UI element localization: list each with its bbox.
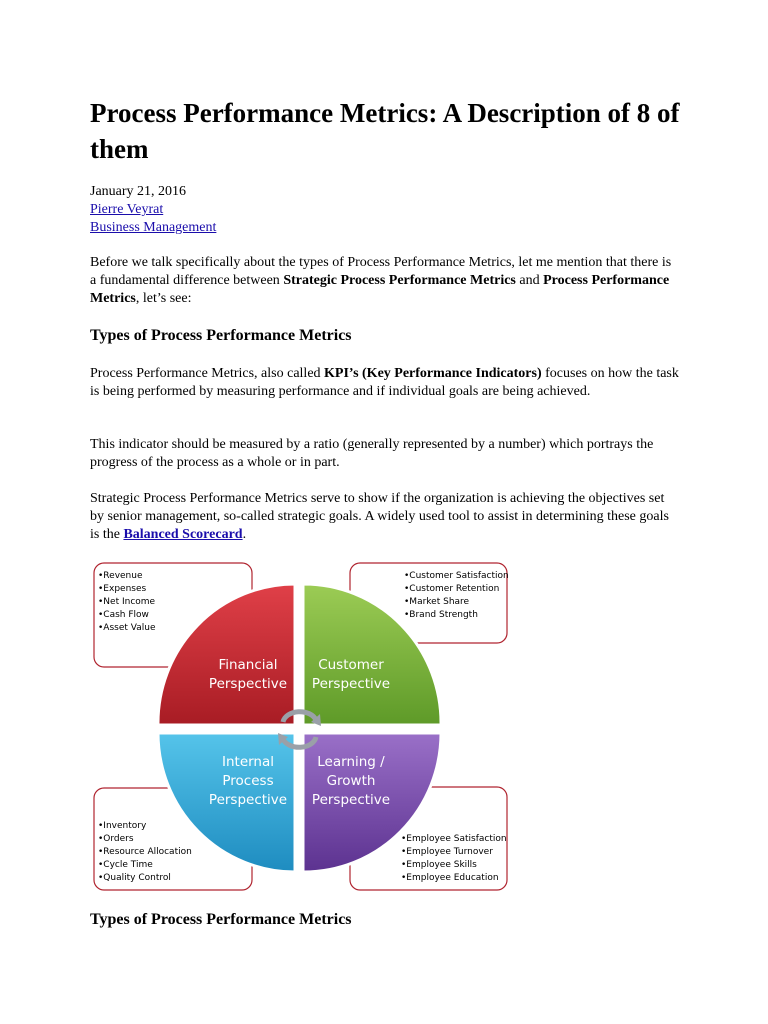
list-item: •Customer Retention (404, 584, 500, 594)
category-link[interactable]: Business Management (90, 220, 217, 235)
list-item: •Orders (98, 834, 134, 844)
balanced-scorecard-link[interactable]: Balanced Scorecard (123, 527, 243, 542)
customer-label: Perspective (311, 676, 391, 692)
list-item: •Market Share (404, 597, 470, 607)
list-item: •Employee Turnover (401, 847, 493, 857)
list-item: •Revenue (98, 571, 143, 581)
list-item: •Cycle Time (98, 860, 153, 870)
internal-label: Perspective (208, 792, 288, 808)
learning-label: Perspective (311, 792, 391, 808)
learning-label: Learning / (317, 754, 385, 770)
financial-label: Financial (218, 657, 278, 673)
intro-paragraph: Before we talk specifically about the types of Process Performance Metrics, let me mention that there is a fundamental difference between Strategic Process Performance Metrics and Process Performance Metrics, let’s see: (90, 255, 672, 306)
kpi-paragraph: Process Performance Metrics, also called KPI’s (Key Performance Indicators) focuses on how the task is being performed by measuring performance and if individual goals are being achieved. (90, 366, 679, 399)
list-item: •Customer Satisfaction (404, 571, 509, 581)
customer-label: Customer (318, 657, 384, 673)
list-item: •Brand Strength (404, 610, 478, 620)
internal-label: Internal (221, 754, 275, 770)
ratio-paragraph: This indicator should be measured by a ratio (generally represented by a number) which portrays the progress of the process as a whole or in part. (90, 437, 654, 470)
publish-date: January 21, 2016 (90, 184, 187, 199)
list-item: •Employee Education (401, 873, 499, 883)
page-title: Process Performance Metrics: A Description of 8 of them (90, 98, 680, 164)
financial-label: Perspective (208, 676, 288, 692)
list-item: •Net Income (98, 597, 156, 607)
cycle-arrows-icon (278, 712, 321, 748)
author-link[interactable]: Pierre Veyrat (90, 202, 164, 217)
list-item: •Expenses (98, 584, 147, 594)
list-item: •Employee Satisfaction (401, 834, 507, 844)
strategic-paragraph: Strategic Process Performance Metrics serve to show if the organization is achieving the objectives set by senior management, so-called strategic goals. A widely used tool to assist in determining these goals is the Balanced Scorecard. (90, 491, 669, 542)
section-heading-2: Types of Process Performance Metrics (90, 911, 352, 928)
article-meta (90, 183, 216, 237)
internal-label: Process (222, 773, 274, 789)
section-heading: Types of Process Performance Metrics (90, 327, 352, 344)
list-item: •Quality Control (98, 873, 171, 883)
list-item: •Resource Allocation (98, 847, 192, 857)
list-item: •Cash Flow (98, 610, 149, 620)
list-item: •Asset Value (98, 623, 156, 633)
list-item: •Inventory (98, 821, 147, 831)
learning-label: Growth (326, 773, 376, 789)
balanced-scorecard-diagram (92, 560, 510, 894)
list-item: •Employee Skills (401, 860, 477, 870)
